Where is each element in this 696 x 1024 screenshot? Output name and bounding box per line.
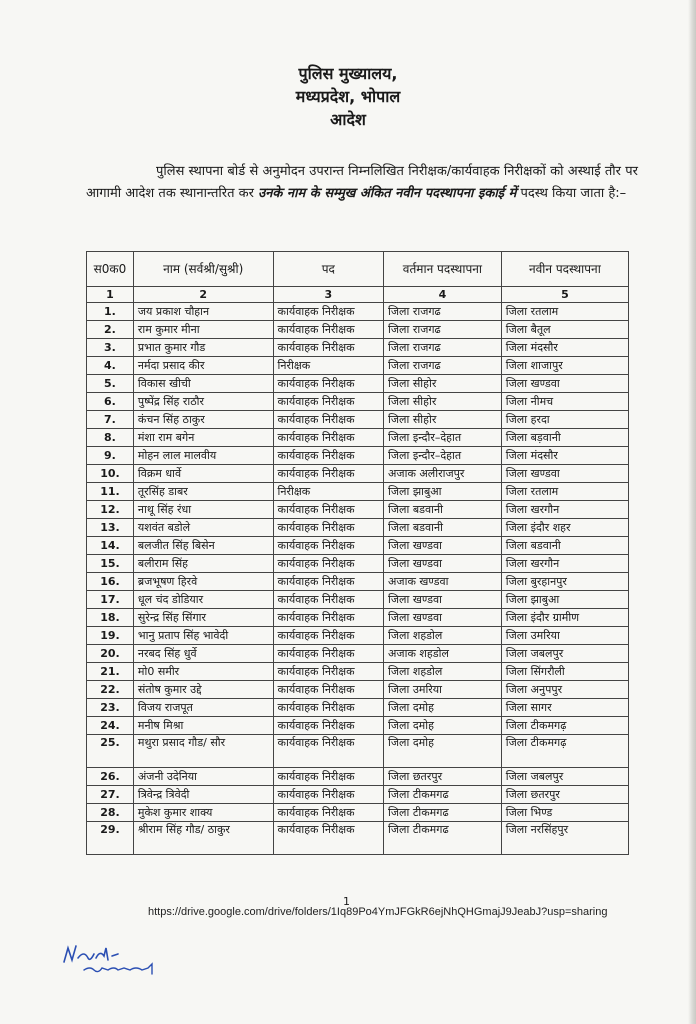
name-cell: कंचन सिंह ठाकुर — [133, 411, 273, 429]
table-header-row — [87, 252, 629, 287]
new-posting-cell: जिला खरगौन — [501, 501, 628, 519]
serial-cell: 26. — [87, 768, 134, 786]
serial-cell: 2. — [87, 321, 134, 339]
transfer-table — [86, 251, 629, 855]
current-posting-cell: जिला खण्डवा — [384, 591, 502, 609]
current-posting-cell: अजाक शहडोल — [384, 645, 502, 663]
header-title: आदेश — [330, 110, 366, 129]
serial-cell: 23. — [87, 699, 134, 717]
current-posting-cell: जिला शहडोल — [384, 627, 502, 645]
new-posting-cell: जिला उमरिया — [501, 627, 628, 645]
serial-cell: 22. — [87, 681, 134, 699]
document-header — [0, 62, 696, 131]
new-posting-cell: जिला टीकमगढ़ — [501, 717, 628, 735]
current-posting-cell: जिला खण्डवा — [384, 555, 502, 573]
serial-cell: 19. — [87, 627, 134, 645]
current-posting-cell: जिला इन्दौर–देहात — [384, 429, 502, 447]
header-line-1: पुलिस मुख्यालय, — [298, 64, 398, 83]
current-posting-cell: जिला सीहोर — [384, 411, 502, 429]
post-cell: कार्यवाहक निरीक्षक — [273, 537, 383, 555]
table-row — [87, 375, 629, 393]
table-row — [87, 573, 629, 591]
col-number: 1 — [87, 287, 134, 303]
page-number: 1 — [343, 895, 350, 908]
serial-cell: 25. — [87, 735, 134, 768]
current-posting-cell: जिला दमोह — [384, 717, 502, 735]
table-row — [87, 555, 629, 573]
name-cell: नाथू सिंह रंधा — [133, 501, 273, 519]
post-cell: कार्यवाहक निरीक्षक — [273, 681, 383, 699]
table-row — [87, 501, 629, 519]
post-cell: कार्यवाहक निरीक्षक — [273, 375, 383, 393]
table-row — [87, 321, 629, 339]
post-cell: कार्यवाहक निरीक्षक — [273, 519, 383, 537]
new-posting-cell: जिला बुरहानपुर — [501, 573, 628, 591]
new-posting-cell: जिला हरदा — [501, 411, 628, 429]
serial-cell: 6. — [87, 393, 134, 411]
table-row — [87, 447, 629, 465]
serial-cell: 9. — [87, 447, 134, 465]
name-cell: मनीष मिश्रा — [133, 717, 273, 735]
post-cell: कार्यवाहक निरीक्षक — [273, 429, 383, 447]
new-posting-cell: जिला भिण्ड — [501, 804, 628, 822]
post-cell: कार्यवाहक निरीक्षक — [273, 303, 383, 321]
table-row — [87, 717, 629, 735]
current-posting-cell: जिला सीहोर — [384, 393, 502, 411]
name-cell: राम कुमार मीना — [133, 321, 273, 339]
name-cell: जय प्रकाश चौहान — [133, 303, 273, 321]
post-cell: कार्यवाहक निरीक्षक — [273, 735, 383, 768]
current-posting-cell: अजाक खण्डवा — [384, 573, 502, 591]
name-cell: नर्मदा प्रसाद कीर — [133, 357, 273, 375]
table-row — [87, 339, 629, 357]
table-row — [87, 357, 629, 375]
table-row — [87, 822, 629, 855]
current-posting-cell: जिला राजगढ — [384, 357, 502, 375]
serial-cell: 14. — [87, 537, 134, 555]
new-posting-cell: जिला नीमच — [501, 393, 628, 411]
current-posting-cell: जिला टीकमगढ — [384, 822, 502, 855]
name-cell: तूरसिंह डाबर — [133, 483, 273, 501]
serial-cell: 3. — [87, 339, 134, 357]
name-cell: नरबद सिंह धुर्वे — [133, 645, 273, 663]
table-row — [87, 537, 629, 555]
name-cell: अंजनी उदेनिया — [133, 768, 273, 786]
header-new-posting: नवीन पदस्थापना — [501, 252, 628, 287]
post-cell: कार्यवाहक निरीक्षक — [273, 393, 383, 411]
new-posting-cell: जिला बडवानी — [501, 537, 628, 555]
intro-emphasis: उनके नाम के सम्मुख अंकित नवीन पदस्थापना इकाई में — [258, 186, 517, 201]
table-row — [87, 768, 629, 786]
post-cell: कार्यवाहक निरीक्षक — [273, 573, 383, 591]
new-posting-cell: जिला जबलपुर — [501, 645, 628, 663]
table-row — [87, 804, 629, 822]
current-posting-cell: जिला राजगढ — [384, 303, 502, 321]
current-posting-cell: अजाक अलीराजपुर — [384, 465, 502, 483]
new-posting-cell: जिला खरगौन — [501, 555, 628, 573]
post-cell: कार्यवाहक निरीक्षक — [273, 768, 383, 786]
new-posting-cell: जिला नरसिंहपुर — [501, 822, 628, 855]
post-cell: कार्यवाहक निरीक्षक — [273, 591, 383, 609]
col-number: 4 — [384, 287, 502, 303]
post-cell: कार्यवाहक निरीक्षक — [273, 822, 383, 855]
header-post: पद — [273, 252, 383, 287]
serial-cell: 1. — [87, 303, 134, 321]
table-row — [87, 393, 629, 411]
current-posting-cell: जिला खण्डवा — [384, 537, 502, 555]
post-cell: कार्यवाहक निरीक्षक — [273, 663, 383, 681]
new-posting-cell: जिला शाजापुर — [501, 357, 628, 375]
current-posting-cell: जिला उमरिया — [384, 681, 502, 699]
post-cell: कार्यवाहक निरीक्षक — [273, 411, 383, 429]
table-row — [87, 699, 629, 717]
current-posting-cell: जिला छतरपुर — [384, 768, 502, 786]
new-posting-cell: जिला बड़वानी — [501, 429, 628, 447]
serial-cell: 10. — [87, 465, 134, 483]
serial-cell: 7. — [87, 411, 134, 429]
new-posting-cell: जिला झाबुआ — [501, 591, 628, 609]
intro-text-1: पुलिस स्थापना बोर्ड से अनुमोदन उपरान्त निम्नलिखित निरीक्षक/कार्यवाहक निरीक्षकों को अस्थाई तौर पर आगामी आदेश तक स्थानान्तरित कर — [86, 164, 638, 201]
name-cell: विजय राजपूत — [133, 699, 273, 717]
serial-cell: 29. — [87, 822, 134, 855]
current-posting-cell: जिला झाबुआ — [384, 483, 502, 501]
page-edge-shadow — [688, 0, 696, 1024]
new-posting-cell: जिला रतलाम — [501, 303, 628, 321]
post-cell: कार्यवाहक निरीक्षक — [273, 645, 383, 663]
table-row — [87, 735, 629, 768]
name-cell: मोहन लाल मालवीय — [133, 447, 273, 465]
serial-cell: 21. — [87, 663, 134, 681]
name-cell: विकास खीची — [133, 375, 273, 393]
current-posting-cell: जिला दमोह — [384, 699, 502, 717]
new-posting-cell: जिला अनुपपुर — [501, 681, 628, 699]
table-row — [87, 786, 629, 804]
new-posting-cell: जिला बैतूल — [501, 321, 628, 339]
serial-cell: 20. — [87, 645, 134, 663]
new-posting-cell: जिला मंदसौर — [501, 339, 628, 357]
col-number: 2 — [133, 287, 273, 303]
new-posting-cell: जिला रतलाम — [501, 483, 628, 501]
header-line-2: मध्यप्रदेश, भोपाल — [295, 87, 401, 106]
post-cell: निरीक्षक — [273, 357, 383, 375]
table-row — [87, 411, 629, 429]
serial-cell: 15. — [87, 555, 134, 573]
new-posting-cell: जिला मंदसौर — [501, 447, 628, 465]
current-posting-cell: जिला राजगढ — [384, 339, 502, 357]
post-cell: कार्यवाहक निरीक्षक — [273, 321, 383, 339]
table-row — [87, 465, 629, 483]
post-cell: कार्यवाहक निरीक्षक — [273, 465, 383, 483]
new-posting-cell: जिला इंदौर ग्रामीण — [501, 609, 628, 627]
new-posting-cell: जिला खण्डवा — [501, 465, 628, 483]
new-posting-cell: जिला छतरपुर — [501, 786, 628, 804]
post-cell: कार्यवाहक निरीक्षक — [273, 717, 383, 735]
table-row — [87, 483, 629, 501]
post-cell: कार्यवाहक निरीक्षक — [273, 609, 383, 627]
name-cell: संतोष कुमार उद्दे — [133, 681, 273, 699]
name-cell: बलीराम सिंह — [133, 555, 273, 573]
current-posting-cell: जिला बडवानी — [384, 519, 502, 537]
name-cell: सुरेन्द्र सिंह सिंगार — [133, 609, 273, 627]
col-number: 5 — [501, 287, 628, 303]
name-cell: मथुरा प्रसाद गौड/ सौर — [133, 735, 273, 768]
current-posting-cell: जिला राजगढ — [384, 321, 502, 339]
col-number: 3 — [273, 287, 383, 303]
new-posting-cell: जिला जबलपुर — [501, 768, 628, 786]
table-row — [87, 663, 629, 681]
intro-paragraph — [86, 161, 638, 205]
current-posting-cell: जिला बडवानी — [384, 501, 502, 519]
post-cell: कार्यवाहक निरीक्षक — [273, 699, 383, 717]
column-number-row — [87, 287, 629, 303]
name-cell: श्रीराम सिंह गौड/ ठाकुर — [133, 822, 273, 855]
table-row — [87, 645, 629, 663]
name-cell: धूल चंद डोडियार — [133, 591, 273, 609]
post-cell: कार्यवाहक निरीक्षक — [273, 804, 383, 822]
serial-cell: 16. — [87, 573, 134, 591]
header-serial: स0क0 — [87, 252, 134, 287]
current-posting-cell: जिला दमोह — [384, 735, 502, 768]
name-cell: यशवंत बडोले — [133, 519, 273, 537]
name-cell: प्रभात कुमार गौड — [133, 339, 273, 357]
serial-cell: 24. — [87, 717, 134, 735]
new-posting-cell: जिला सिंगरौली — [501, 663, 628, 681]
name-cell: बलजीत सिंह बिसेन — [133, 537, 273, 555]
name-cell: ब्रजभूषण हिरवे — [133, 573, 273, 591]
current-posting-cell: जिला खण्डवा — [384, 609, 502, 627]
name-cell: मो0 समीर — [133, 663, 273, 681]
current-posting-cell: जिला शहडोल — [384, 663, 502, 681]
name-cell: पुष्पेंद्र सिंह राठौर — [133, 393, 273, 411]
table-row — [87, 519, 629, 537]
new-posting-cell: जिला खण्डवा — [501, 375, 628, 393]
name-cell: मुकेश कुमार शाक्य — [133, 804, 273, 822]
new-posting-cell: जिला टीकमगढ़ — [501, 735, 628, 768]
post-cell: कार्यवाहक निरीक्षक — [273, 447, 383, 465]
current-posting-cell: जिला टीकमगढ — [384, 786, 502, 804]
serial-cell: 12. — [87, 501, 134, 519]
serial-cell: 27. — [87, 786, 134, 804]
new-posting-cell: जिला सागर — [501, 699, 628, 717]
intro-text-2: पदस्थ किया जाता है:– — [520, 186, 627, 201]
header-name: नाम (सर्वश्री/सुश्री) — [133, 252, 273, 287]
table-row — [87, 609, 629, 627]
post-cell: कार्यवाहक निरीक्षक — [273, 786, 383, 804]
current-posting-cell: जिला इन्दौर–देहात — [384, 447, 502, 465]
name-cell: मंशा राम बगेन — [133, 429, 273, 447]
current-posting-cell: जिला सीहोर — [384, 375, 502, 393]
table-row — [87, 303, 629, 321]
name-cell: विक्रम धार्वे — [133, 465, 273, 483]
table-row — [87, 591, 629, 609]
serial-cell: 5. — [87, 375, 134, 393]
post-cell: कार्यवाहक निरीक्षक — [273, 339, 383, 357]
post-cell: कार्यवाहक निरीक्षक — [273, 627, 383, 645]
header-current-posting: वर्तमान पदस्थापना — [384, 252, 502, 287]
serial-cell: 8. — [87, 429, 134, 447]
handwritten-signature — [60, 940, 170, 980]
name-cell: त्रिवेन्द्र त्रिवेदी — [133, 786, 273, 804]
post-cell: कार्यवाहक निरीक्षक — [273, 501, 383, 519]
table-row — [87, 681, 629, 699]
table-row — [87, 429, 629, 447]
current-posting-cell: जिला टीकमगढ — [384, 804, 502, 822]
serial-cell: 4. — [87, 357, 134, 375]
name-cell: भानु प्रताप सिंह भावेदी — [133, 627, 273, 645]
serial-cell: 28. — [87, 804, 134, 822]
serial-cell: 11. — [87, 483, 134, 501]
serial-cell: 18. — [87, 609, 134, 627]
new-posting-cell: जिला इंदौर शहर — [501, 519, 628, 537]
serial-cell: 13. — [87, 519, 134, 537]
serial-cell: 17. — [87, 591, 134, 609]
table-row — [87, 627, 629, 645]
post-cell: निरीक्षक — [273, 483, 383, 501]
post-cell: कार्यवाहक निरीक्षक — [273, 555, 383, 573]
source-url: https://drive.google.com/drive/folders/1Iq89Po4YmJFGkR6ejNhQHGmajJ9JeabJ?usp=sharing — [148, 906, 608, 918]
table-body — [87, 303, 629, 855]
